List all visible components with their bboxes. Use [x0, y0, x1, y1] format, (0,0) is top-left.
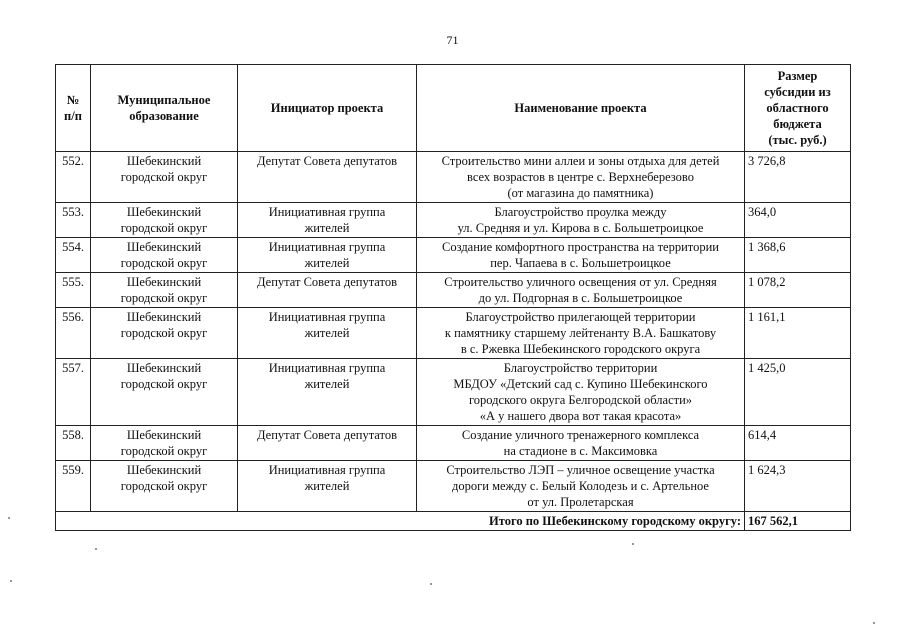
total-value: 167 562,1 [745, 512, 851, 531]
cell-municipality: Шебекинский городской округ [91, 359, 238, 426]
cell-num: 558. [56, 426, 91, 461]
cell-num: 557. [56, 359, 91, 426]
cell-amount: 364,0 [745, 203, 851, 238]
cell-amount: 614,4 [745, 426, 851, 461]
cell-municipality: Шебекинский городской округ [91, 461, 238, 512]
table-header [56, 65, 851, 152]
scan-speck [95, 548, 97, 550]
cell-initiator: Депутат Совета депутатов [238, 426, 417, 461]
header-initiator: Инициатор проекта [238, 65, 417, 152]
cell-num: 553. [56, 203, 91, 238]
table-body [56, 152, 851, 512]
table-row [56, 203, 851, 238]
cell-municipality: Шебекинский городской округ [91, 273, 238, 308]
cell-municipality: Шебекинский городской округ [91, 203, 238, 238]
cell-amount: 1 425,0 [745, 359, 851, 426]
cell-initiator: Инициативная группа жителей [238, 461, 417, 512]
header-project: Наименование проекта [417, 65, 745, 152]
table-footer [56, 512, 851, 531]
table-row [56, 308, 851, 359]
cell-project: Строительство мини аллеи и зоны отдыха для детей всех возрастов в центре с. Верхнеберезово (от магазина до памятника) [417, 152, 745, 203]
total-row [56, 512, 851, 531]
cell-municipality: Шебекинский городской округ [91, 426, 238, 461]
table-row [56, 152, 851, 203]
cell-initiator: Инициативная группа жителей [238, 308, 417, 359]
cell-amount: 1 078,2 [745, 273, 851, 308]
scan-speck [8, 517, 10, 519]
cell-num: 552. [56, 152, 91, 203]
cell-project: Благоустройство проулка между ул. Средняя и ул. Кирова в с. Большетроицкое [417, 203, 745, 238]
cell-initiator: Инициативная группа жителей [238, 238, 417, 273]
cell-municipality: Шебекинский городской округ [91, 152, 238, 203]
cell-initiator: Депутат Совета депутатов [238, 152, 417, 203]
scan-speck [430, 583, 432, 585]
cell-amount: 1 161,1 [745, 308, 851, 359]
cell-project: Благоустройство территории МБДОУ «Детский сад с. Купино Шебекинского городского округа Белгородской области» «А у нашего двора вот такая красота» [417, 359, 745, 426]
subsidy-table [55, 64, 851, 531]
page-number: 71 [446, 33, 459, 47]
table-row [56, 273, 851, 308]
cell-project: Строительство ЛЭП – уличное освещение участка дороги между с. Белый Колодезь и с. Артельное от ул. Пролетарская [417, 461, 745, 512]
cell-amount: 1 368,6 [745, 238, 851, 273]
cell-amount: 1 624,3 [745, 461, 851, 512]
cell-num: 555. [56, 273, 91, 308]
cell-amount: 3 726,8 [745, 152, 851, 203]
header-row [56, 65, 851, 152]
cell-municipality: Шебекинский городской округ [91, 308, 238, 359]
cell-project: Создание комфортного пространства на территории пер. Чапаева в с. Большетроицкое [417, 238, 745, 273]
table-row [56, 426, 851, 461]
header-amount: Размер субсидии из областного бюджета (тыс. руб.) [745, 65, 851, 152]
table-row [56, 238, 851, 273]
cell-initiator: Депутат Совета депутатов [238, 273, 417, 308]
total-label: Итого по Шебекинскому городскому округу: [56, 512, 745, 531]
cell-project: Создание уличного тренажерного комплекса на стадионе в с. Максимовка [417, 426, 745, 461]
scan-speck [10, 580, 12, 582]
scan-speck [873, 622, 875, 624]
cell-project: Строительство уличного освещения от ул. Средняя до ул. Подгорная в с. Большетроицкое [417, 273, 745, 308]
cell-num: 554. [56, 238, 91, 273]
table-row [56, 359, 851, 426]
header-municipality: Муниципальное образование [91, 65, 238, 152]
cell-municipality: Шебекинский городской округ [91, 238, 238, 273]
table-row [56, 461, 851, 512]
cell-initiator: Инициативная группа жителей [238, 359, 417, 426]
header-num: № п/п [56, 65, 91, 152]
cell-num: 556. [56, 308, 91, 359]
cell-num: 559. [56, 461, 91, 512]
cell-project: Благоустройство прилегающей территории к памятнику старшему лейтенанту В.А. Башкатову в с. Ржевка Шебекинского городского округа [417, 308, 745, 359]
scan-speck [632, 543, 634, 545]
cell-initiator: Инициативная группа жителей [238, 203, 417, 238]
